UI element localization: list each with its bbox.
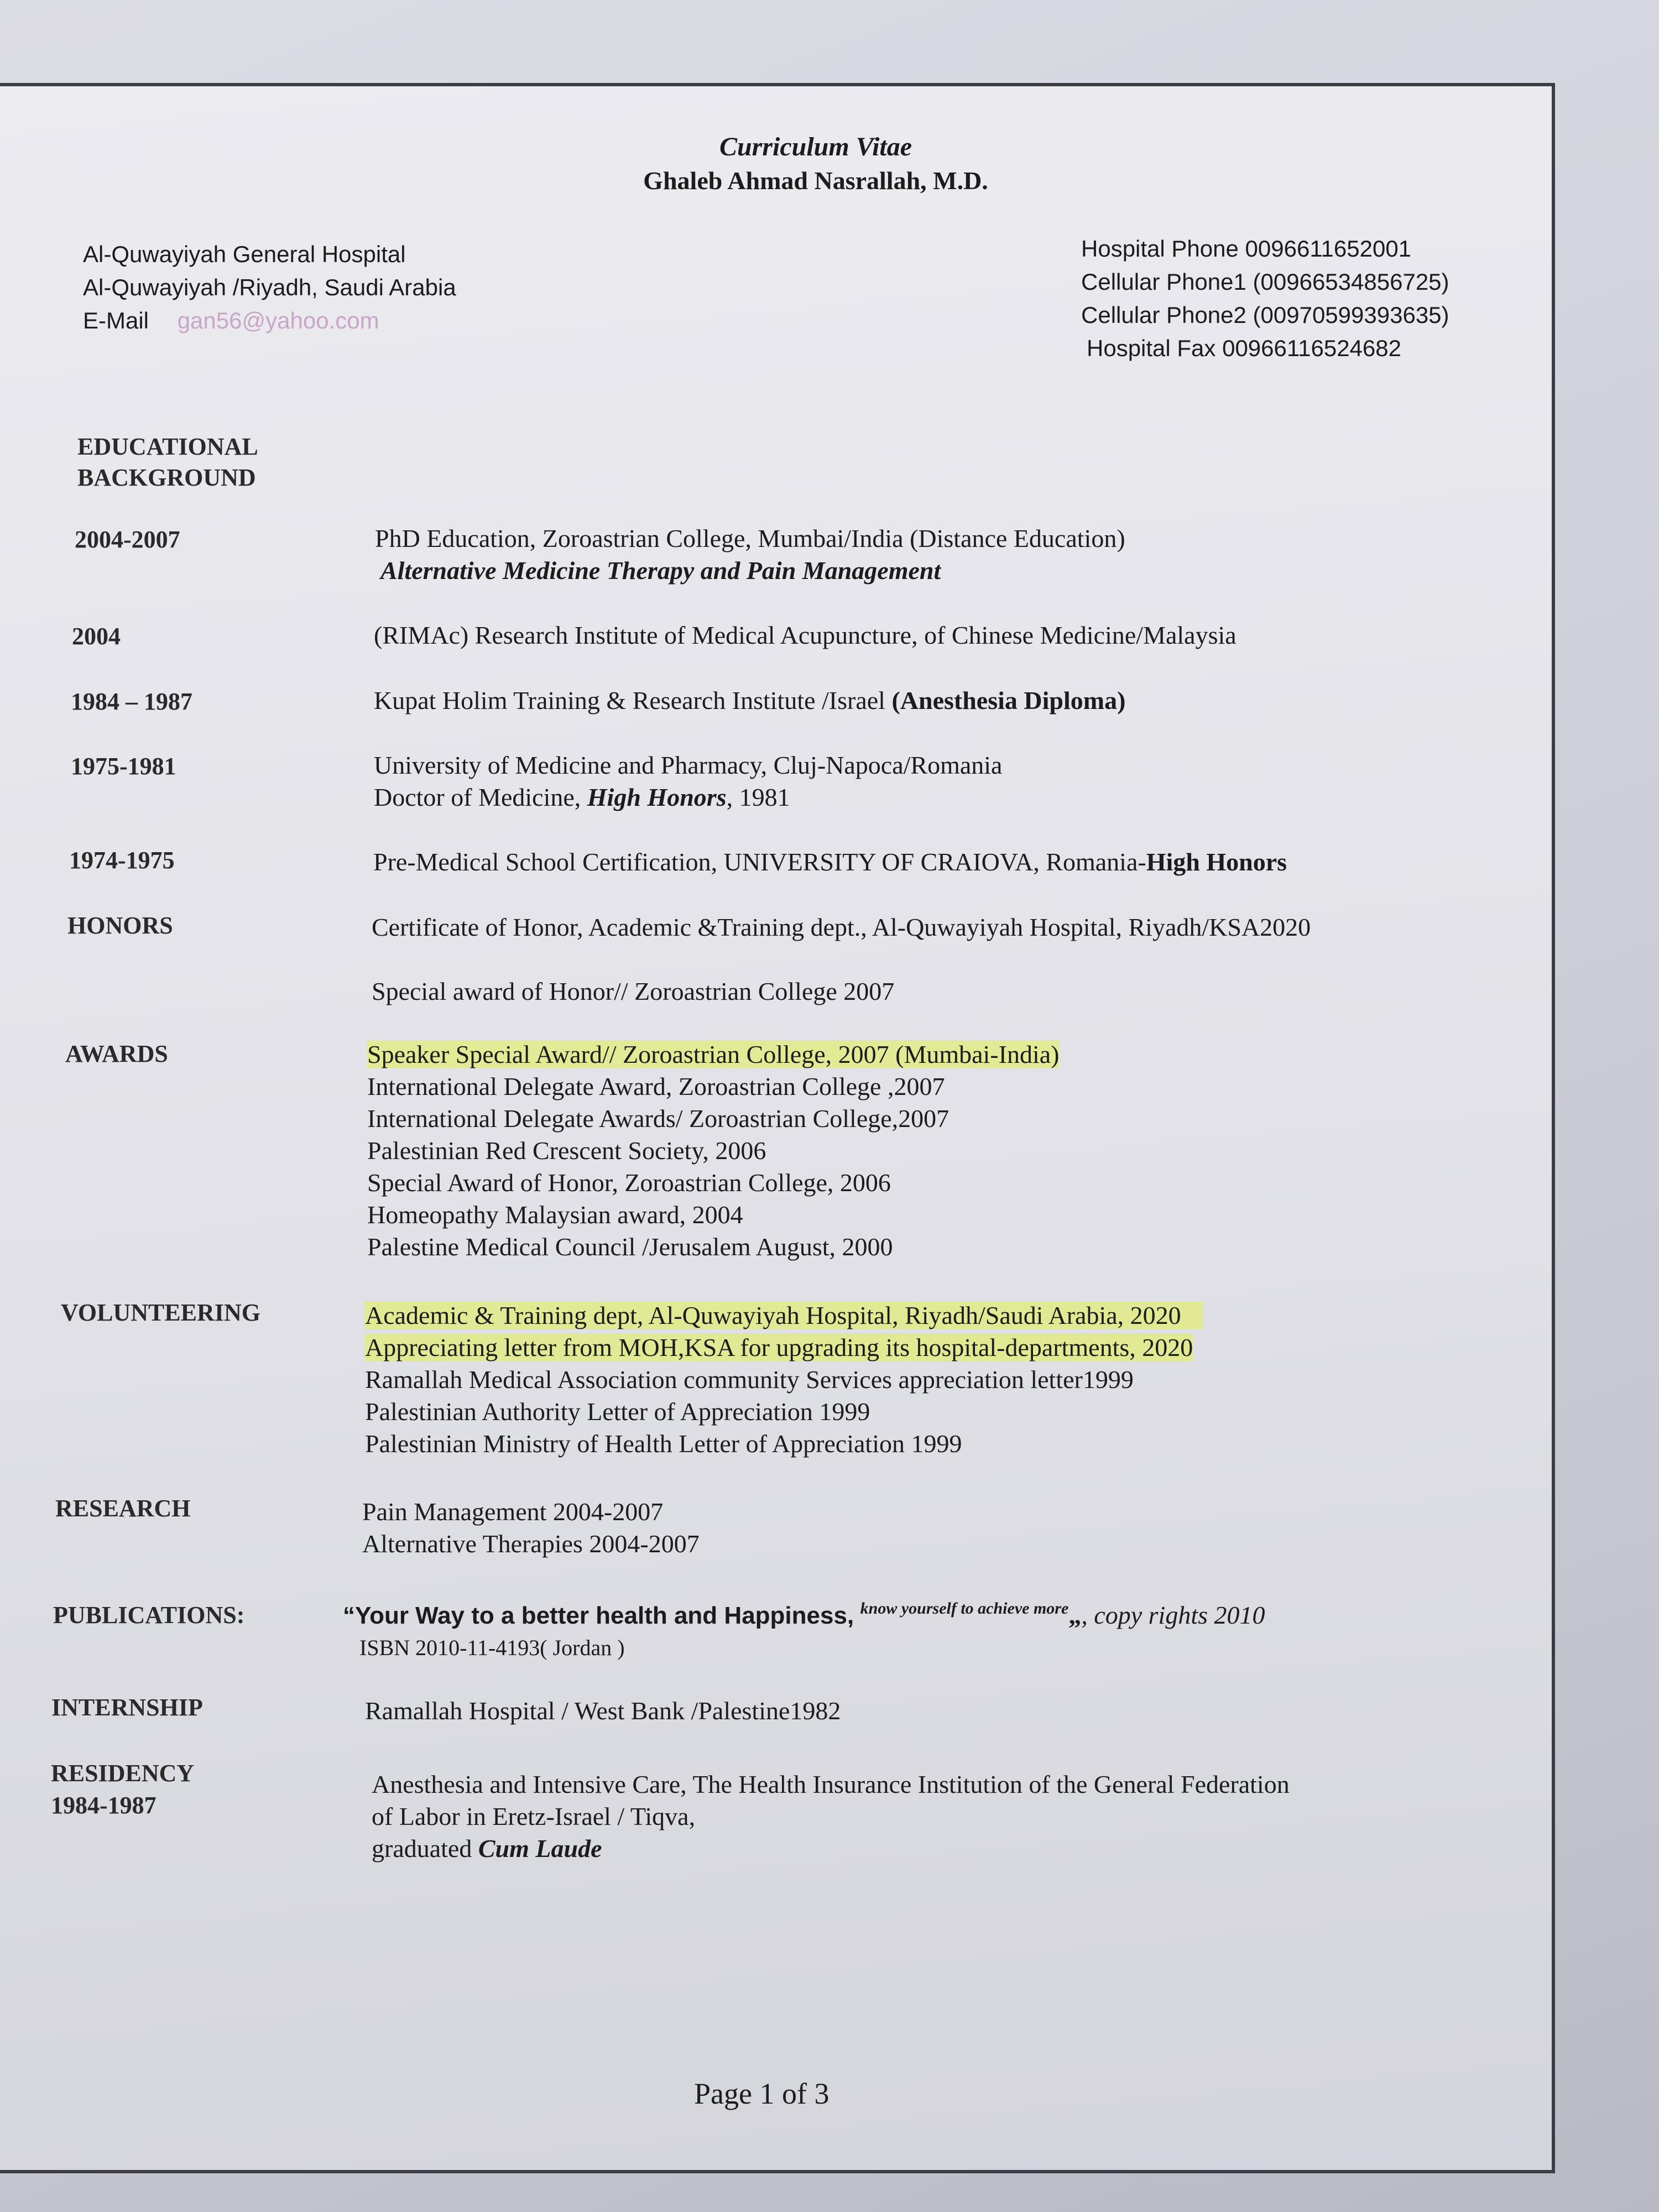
publication-isbn: ISBN 2010-11-4193( Jordan ) [359, 1635, 625, 1660]
section-label-residency: RESIDENCY 1984-1987 [51, 1760, 195, 1819]
cellular-phone-1: Cellular Phone1 (00966534856725) [1081, 269, 1449, 295]
honors-list [372, 911, 1311, 1008]
edu-year-1: 2004-2007 [75, 526, 180, 553]
section-label-volunteering: VOLUNTEERING [61, 1299, 260, 1326]
edu-year-5: 1974-1975 [69, 847, 175, 874]
award-item: International Delegate Award, Zoroastrian College ,2007 [367, 1072, 945, 1100]
section-label-honors: HONORS [67, 912, 173, 939]
volunteering-item: Palestinian Authority Letter of Appreciation 1999 [365, 1397, 870, 1426]
edu-entry-1: PhD Education, Zoroastrian College, Mumbai/India (Distance Education) Alternative Medicine Therapy and Pain Management [375, 524, 1125, 585]
volunteering-item: Ramallah Medical Association community Services appreciation letter1999 [365, 1365, 1134, 1394]
hospital-fax: Hospital Fax 00966116524682 [1087, 335, 1401, 361]
candidate-name: Ghaleb Ahmad Nasrallah, M.D. [643, 166, 988, 195]
edu-year-4: 1975-1981 [71, 753, 176, 780]
section-label-internship: INTERNSHIP [51, 1694, 203, 1721]
section-label-research: RESEARCH [55, 1495, 191, 1522]
research-item: Alternative Therapies 2004-2007 [362, 1530, 700, 1558]
edu-entry-3: Kupat Holim Training & Research Institute /Israel (Anesthesia Diploma) [374, 686, 1126, 714]
volunteering-item: Appreciating letter from MOH,KSA for upgrading its hospital-departments, 2020 [365, 1333, 1193, 1361]
contact-left [83, 238, 456, 337]
award-item: Palestine Medical Council /Jerusalem August, 2000 [367, 1233, 893, 1261]
email-label: E-Mail [83, 307, 149, 333]
publication-copyright: , copy rights 2010 [1081, 1601, 1265, 1629]
edu-year-2: 2004 [72, 623, 121, 650]
internship-entry: Ramallah Hospital / West Bank /Palestine1982 [365, 1697, 841, 1725]
hospital-phone: Hospital Phone 0096611652001 [1081, 236, 1412, 262]
award-item: Special Award of Honor, Zoroastrian College, 2006 [367, 1168, 891, 1197]
award-item: Homeopathy Malaysian award, 2004 [367, 1201, 743, 1229]
hospital-name: Al-Quwayiyah General Hospital [83, 241, 406, 267]
document-title: Curriculum Vitae [719, 132, 912, 161]
edu-entry-2: (RIMAc) Research Institute of Medical Acupuncture, of Chinese Medicine/Malaysia [374, 621, 1237, 649]
honor-item: Certificate of Honor, Academic &Training dept., Al-Quwayiyah Hospital, Riyadh/KSA2020 [372, 913, 1311, 941]
email-link[interactable]: gan56@yahoo.com [177, 307, 379, 333]
hospital-location: Al-Quwayiyah /Riyadh, Saudi Arabia [83, 274, 456, 300]
email-row [83, 304, 456, 337]
publication-entry: “Your Way to a better health and Happiness, $^{know yourself to achieve more}$„, copy rights 2010 ISBN 2010-11-4193( Jordan ) [343, 1593, 1265, 1664]
volunteering-item: Academic & Training dept, Al-Quwayiyah Hospital, Riyadh/Saudi Arabia, 2020 [365, 1301, 1203, 1329]
section-label-education: EDUCATIONAL BACKGROUND [77, 433, 258, 491]
honor-item: Special award of Honor// Zoroastrian College 2007 [372, 977, 895, 1005]
research-item: Pain Management 2004-2007 [362, 1498, 664, 1526]
contact-right [1081, 232, 1449, 365]
award-item: International Delegate Awards/ Zoroastrian College,2007 [367, 1104, 950, 1133]
cellular-phone-2: Cellular Phone2 (00970599393635) [1081, 302, 1449, 328]
residency-entry: Anesthesia and Intensive Care, The Health Insurance Institution of the General Federation of Labor in Eretz-Israel / Tiqva, graduated Cum Laude [372, 1770, 1290, 1863]
edu-entry-5: Pre-Medical School Certification, UNIVERSITY OF CRAIOVA, Romania-High Honors [373, 848, 1287, 876]
section-label-awards: AWARDS [65, 1040, 168, 1067]
section-label-publications: PUBLICATIONS: [53, 1601, 245, 1629]
edu-entry-4: University of Medicine and Pharmacy, Cluj-Napoca/Romania Doctor of Medicine, High Honors, 1981 [374, 751, 1003, 811]
page-number: Page 1 of 3 [694, 2077, 830, 2110]
edu-year-3: 1984 – 1987 [71, 688, 192, 715]
award-item: Speaker Special Award// Zoroastrian College, 2007 (Mumbai-India) [367, 1040, 1060, 1068]
volunteering-list [365, 1300, 1203, 1460]
research-list [362, 1496, 700, 1560]
volunteering-item: Palestinian Ministry of Health Letter of Appreciation 1999 [365, 1430, 962, 1458]
awards-list [367, 1039, 1059, 1263]
publication-title: “Your Way to a better health and Happiness, [343, 1602, 854, 1629]
award-item: Palestinian Red Crescent Society, 2006 [367, 1136, 766, 1165]
publication-subtitle: know yourself to achieve more [860, 1599, 1069, 1618]
